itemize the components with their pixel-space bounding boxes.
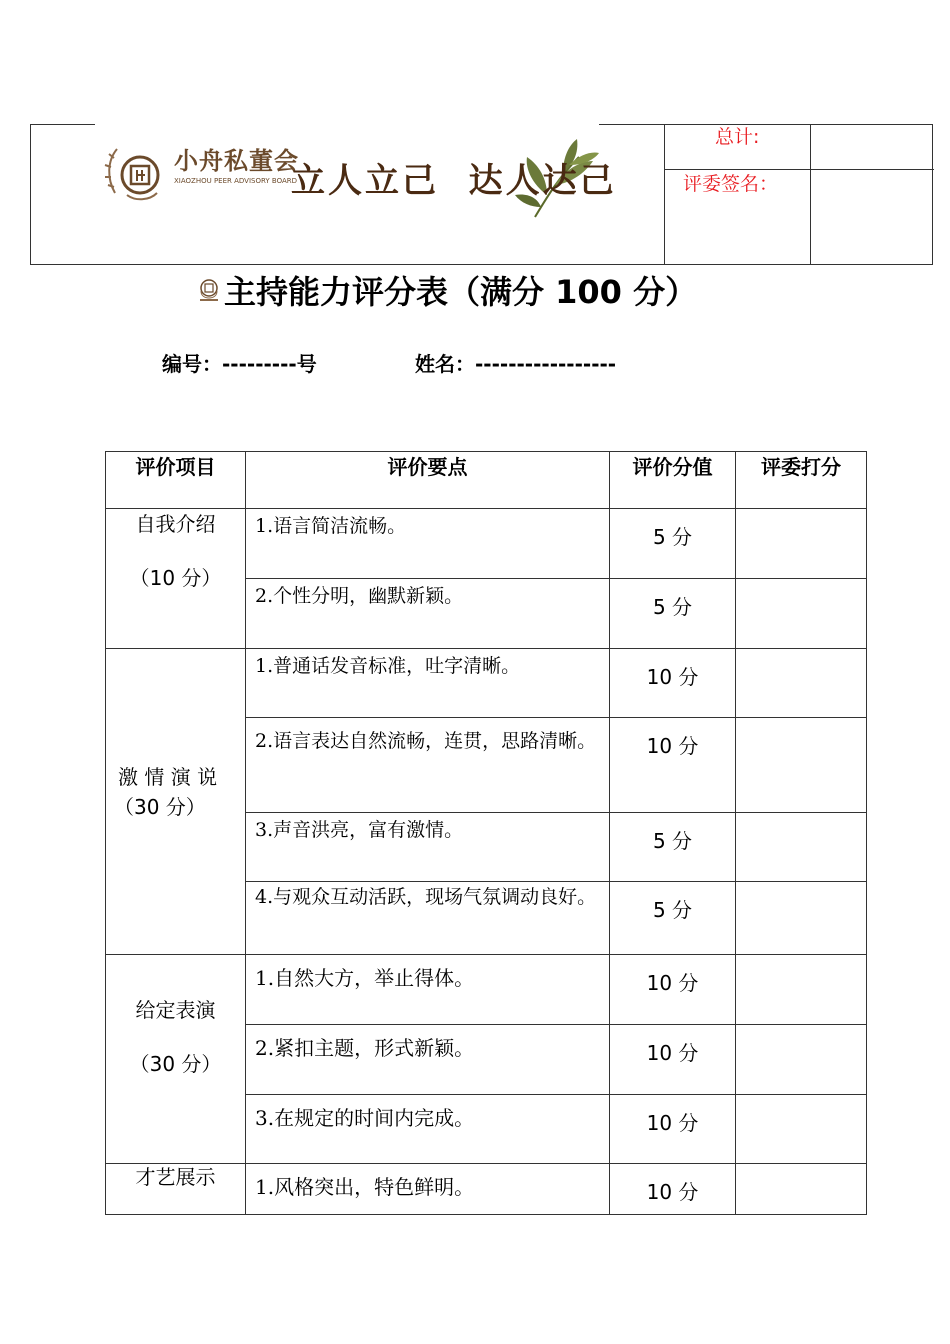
- header-divider: [664, 169, 934, 170]
- logo-brand-name: 小舟私董会: [174, 147, 299, 175]
- judge-score-cell[interactable]: [736, 1095, 867, 1164]
- logo-slogan: 立人立己 达人达己: [291, 161, 617, 201]
- category-label: 才艺展示: [135, 1165, 216, 1189]
- point-cell: 2.语言表达自然流畅，连贯，思路清晰。: [246, 718, 610, 813]
- value-cell: 5 分: [610, 813, 736, 882]
- logo-brand-subtitle: XIAOZHOU PEER ADVISORY BOARD: [174, 177, 297, 185]
- total-label: 总计:: [715, 126, 760, 148]
- judge-score-cell[interactable]: [736, 718, 867, 813]
- page-title: [196, 266, 697, 314]
- header-judge-score: 评委打分: [736, 452, 867, 509]
- score-table: [105, 451, 867, 1215]
- table-row: [106, 509, 867, 579]
- logo-banner: [95, 123, 617, 245]
- page-title-text: 主持能力评分表（满分 100 分）: [224, 273, 698, 311]
- judge-score-cell[interactable]: [736, 649, 867, 718]
- category-label: 给定表演: [135, 998, 216, 1022]
- judge-score-cell[interactable]: [736, 813, 867, 882]
- point-cell: 1.自然大方，举止得体。: [246, 955, 610, 1025]
- header-point: 评价要点: [246, 452, 610, 509]
- judge-score-cell[interactable]: [736, 955, 867, 1025]
- judge-score-cell[interactable]: [736, 882, 867, 955]
- judge-score-cell[interactable]: [736, 579, 867, 649]
- point-cell: 1.语言简洁流畅。: [246, 509, 610, 579]
- logo-emblem-icon: [196, 277, 222, 303]
- table-header-row: [106, 452, 867, 509]
- id-number-field: 编号：---------号: [162, 352, 317, 376]
- point-cell: 4.与观众互动活跃，现场气氛调动良好。: [246, 882, 610, 955]
- value-cell: 5 分: [610, 509, 736, 579]
- value-cell: 10 分: [610, 1025, 736, 1095]
- judge-score-cell[interactable]: [736, 509, 867, 579]
- point-cell: 2.个性分明，幽默新颖。: [246, 579, 610, 649]
- category-score: （30 分）: [114, 794, 206, 819]
- point-cell: 1.风格突出，特色鲜明。: [246, 1164, 610, 1215]
- value-cell: 10 分: [610, 955, 736, 1025]
- table-row: [106, 649, 867, 718]
- header-value: 评价分值: [610, 452, 736, 509]
- judge-score-cell[interactable]: [736, 1164, 867, 1215]
- table-row: [106, 955, 867, 1025]
- judge-score-cell[interactable]: [736, 1025, 867, 1095]
- category-score: （30 分）: [129, 1052, 222, 1076]
- table-row: [106, 1164, 867, 1215]
- category-cell: [106, 1164, 246, 1215]
- point-cell: 2.紧扣主题，形式新颖。: [246, 1025, 610, 1095]
- category-label: 激 情 演 说: [118, 764, 218, 789]
- value-cell: 10 分: [610, 1164, 736, 1215]
- category-label: 自我介绍: [135, 512, 216, 536]
- judge-signature-label: 评委签名：: [683, 173, 779, 195]
- value-cell: 10 分: [610, 1095, 736, 1164]
- category-score: （10 分）: [129, 566, 222, 590]
- category-cell: [106, 509, 246, 649]
- name-field: 姓名：-----------------: [415, 352, 617, 376]
- point-cell: 3.声音洪亮，富有激情。: [246, 813, 610, 882]
- category-cell: [106, 955, 246, 1164]
- value-cell: 5 分: [610, 579, 736, 649]
- value-cell: 10 分: [610, 718, 736, 813]
- header-divider: [810, 125, 811, 264]
- header-box: [30, 124, 933, 265]
- point-cell: 1.普通话发音标准，吐字清晰。: [246, 649, 610, 718]
- value-cell: 10 分: [610, 649, 736, 718]
- value-cell: 5 分: [610, 882, 736, 955]
- header-category: 评价项目: [106, 452, 246, 509]
- category-cell: [106, 649, 246, 955]
- header-divider: [664, 125, 665, 264]
- point-cell: 3.在规定的时间内完成。: [246, 1095, 610, 1164]
